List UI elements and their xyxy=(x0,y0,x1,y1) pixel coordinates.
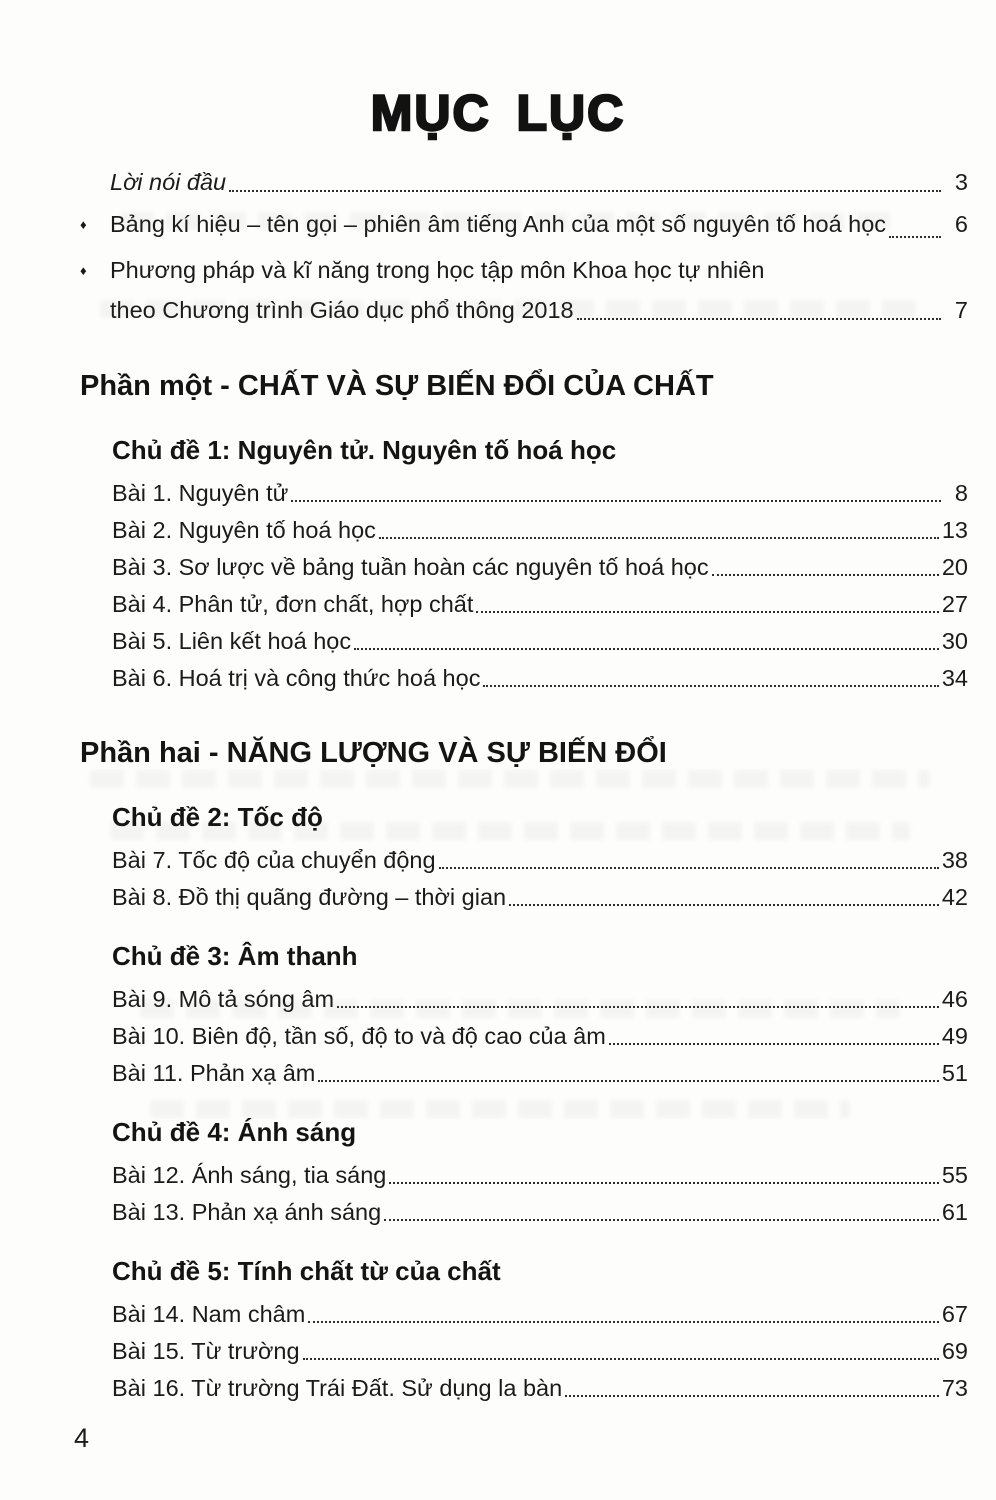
lesson-page: 8 xyxy=(954,480,968,506)
part-heading: Phần hai - NĂNG LƯỢNG VÀ SỰ BIẾN ĐỔI xyxy=(80,737,667,769)
lesson-page: 69 xyxy=(941,1338,968,1364)
lesson-page: 34 xyxy=(941,665,968,691)
lesson-label: Bài 15. Từ trường xyxy=(112,1338,300,1364)
toc-entry-label: theo Chương trình Giáo dục phổ thông 2018 xyxy=(110,297,574,323)
toc-entry xyxy=(80,166,968,198)
lesson-label: Bài 9. Mô tả sóng âm xyxy=(112,986,335,1012)
toc-lesson-row xyxy=(112,882,968,912)
lesson-page: 38 xyxy=(941,847,968,873)
lesson-label: Bài 13. Phản xạ ánh sáng xyxy=(112,1199,382,1225)
page-number: 4 xyxy=(74,1423,90,1453)
toc-list xyxy=(0,142,996,1403)
toc-entry xyxy=(80,208,968,244)
dot-leader xyxy=(439,867,939,869)
lesson-page: 13 xyxy=(941,517,968,543)
lesson-page: 42 xyxy=(941,884,968,910)
toc-entry-page: 3 xyxy=(954,169,968,195)
lesson-label: Bài 2. Nguyên tố hoá học xyxy=(112,517,376,543)
dot-leader xyxy=(291,500,941,502)
lesson-label: Bài 1. Nguyên tử xyxy=(112,480,289,506)
lesson-page: 20 xyxy=(941,554,968,580)
lesson-page: 67 xyxy=(941,1301,968,1327)
lesson-label: Bài 7. Tốc độ của chuyển động xyxy=(112,847,436,873)
lesson-page: 73 xyxy=(941,1375,968,1401)
dot-leader xyxy=(354,648,939,650)
toc-lesson-row xyxy=(112,984,968,1014)
lesson-page: 55 xyxy=(941,1162,968,1188)
toc-lesson-row xyxy=(112,478,968,508)
lesson-page: 46 xyxy=(941,986,968,1012)
dot-leader xyxy=(509,904,939,906)
dot-leader xyxy=(476,611,938,613)
dot-leader xyxy=(609,1043,939,1045)
toc-entry-label: Bảng kí hiệu – tên gọi – phiên âm tiếng Anh của một số nguyên tố hoá học xyxy=(110,211,887,237)
dot-leader xyxy=(229,190,941,192)
lesson-label: Bài 16. Từ trường Trái Đất. Sử dụng la bàn xyxy=(112,1375,563,1401)
toc-entry-label: Phương pháp và kĩ năng trong học tập môn Khoa học tự nhiên xyxy=(110,257,765,283)
dot-leader xyxy=(389,1182,939,1184)
diamond-bullet-icon: ♦ xyxy=(80,217,87,232)
part-heading: Phần một - CHẤT VÀ SỰ BIẾN ĐỔI CỦA CHẤT xyxy=(80,370,714,402)
toc-lesson-row xyxy=(112,1021,968,1051)
lesson-label: Bài 8. Đồ thị quãng đường – thời gian xyxy=(112,884,507,910)
toc-lesson-row xyxy=(112,845,968,875)
dot-leader xyxy=(483,685,938,687)
toc-lesson-row xyxy=(112,1373,968,1403)
lesson-label: Bài 11. Phản xạ âm xyxy=(112,1060,316,1086)
dot-leader xyxy=(379,537,939,539)
lesson-page: 30 xyxy=(941,628,968,654)
dot-leader xyxy=(565,1395,939,1397)
page-title: MỤC LỤC xyxy=(370,85,626,141)
lesson-page: 27 xyxy=(941,591,968,617)
toc-lesson-row xyxy=(112,626,968,656)
toc-lesson-row xyxy=(112,1299,968,1329)
dot-leader xyxy=(889,236,941,238)
topic-heading: Chủ đề 2: Tốc độ xyxy=(112,802,323,832)
dot-leader xyxy=(577,318,941,320)
lesson-label: Bài 14. Nam châm xyxy=(112,1301,306,1327)
toc-entry-page: 7 xyxy=(954,297,968,323)
lesson-label: Bài 3. Sơ lược về bảng tuần hoàn các nguyên tố hoá học xyxy=(112,554,709,580)
dot-leader xyxy=(303,1358,939,1360)
diamond-bullet-icon: ♦ xyxy=(80,263,87,278)
lesson-page: 49 xyxy=(941,1023,968,1049)
lesson-label: Bài 5. Liên kết hoá học xyxy=(112,628,352,654)
toc-lesson-row xyxy=(112,515,968,545)
lesson-label: Bài 10. Biên độ, tần số, độ to và độ cao của âm xyxy=(112,1023,606,1049)
topic-heading: Chủ đề 3: Âm thanh xyxy=(112,941,358,971)
topic-heading: Chủ đề 1: Nguyên tử. Nguyên tố hoá học xyxy=(112,435,617,465)
toc-lesson-row xyxy=(112,1336,968,1366)
toc-lesson-row xyxy=(112,1197,968,1227)
toc-lesson-row xyxy=(112,663,968,693)
toc-lesson-row xyxy=(112,589,968,619)
toc-entry xyxy=(80,294,968,326)
dot-leader xyxy=(308,1321,939,1323)
lesson-page: 51 xyxy=(941,1060,968,1086)
topic-heading: Chủ đề 4: Ánh sáng xyxy=(112,1117,357,1147)
dot-leader xyxy=(712,574,939,576)
dot-leader xyxy=(318,1080,939,1082)
toc-lesson-row xyxy=(112,1058,968,1088)
lesson-page: 61 xyxy=(941,1199,968,1225)
toc-entry-page: 6 xyxy=(954,211,968,237)
lesson-label: Bài 4. Phân tử, đơn chất, hợp chất xyxy=(112,591,474,617)
lesson-label: Bài 12. Ánh sáng, tia sáng xyxy=(112,1162,387,1188)
toc-entry-label: Lời nói đầu xyxy=(110,169,227,195)
toc-lesson-row xyxy=(112,1160,968,1190)
topic-heading: Chủ đề 5: Tính chất từ của chất xyxy=(112,1256,501,1286)
lesson-label: Bài 6. Hoá trị và công thức hoá học xyxy=(112,665,481,691)
toc-entry xyxy=(80,254,968,290)
toc-lesson-row xyxy=(112,552,968,582)
dot-leader xyxy=(384,1219,939,1221)
dot-leader xyxy=(337,1006,939,1008)
